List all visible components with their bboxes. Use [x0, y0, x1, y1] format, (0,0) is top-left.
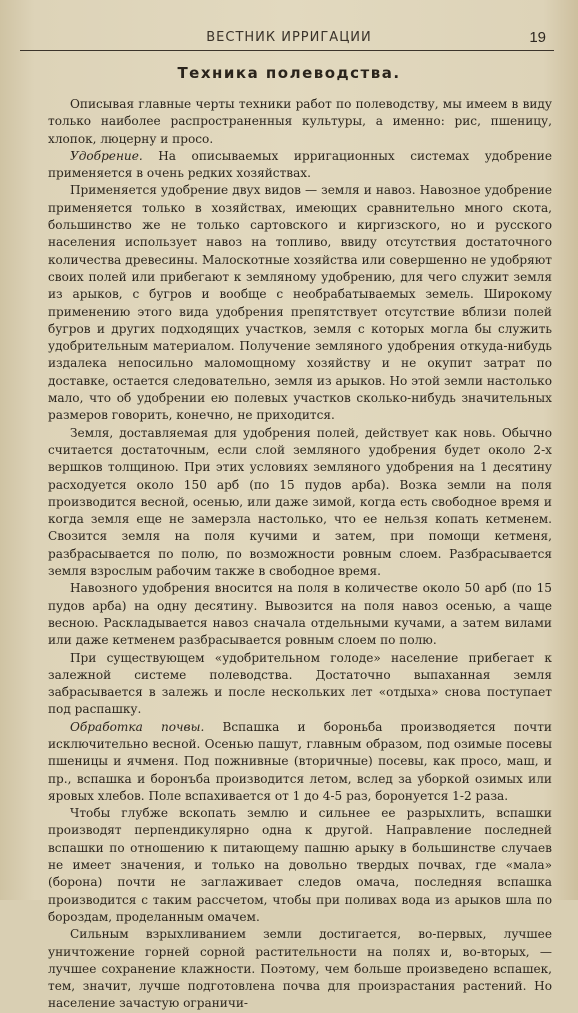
- header-rule: [20, 50, 554, 51]
- paragraph-1: Описывая главные черты техники работ по полеводству, мы имеем в виду только наиболее распространенныя культуры, а именно: рис, пшеницу, хлопок, люцерну и просо.: [48, 97, 552, 146]
- paragraph-9: Сильным взрыхливанием земли достигается, во-первых, лучшее уничтожение горней сорной растительности на полях и, во-вторых, — лучшее сохранение клажности. Поэтому, чем больше произведено вспашек, тем, значит, лучше подготовлена почва для произрастания растений. Но население зачастую ограничи-: [48, 927, 552, 1011]
- paragraph-7: Обработка почвы. Вспашка и бороньба производяется почти исключительно весной. Осенью пашут, главным образом, под озимые посевы пшеницы и ячменя. Под пожнивные (вторичные) посевы, как просо, маш, и пр., вспашка и боронъба производится летом, вслед за уборкой озимых или яровых хлебов. Поле вспахивается от 1 до 4-5 раз, боронуется 1-2 раза.: [48, 719, 552, 803]
- section-lead: Обработка почвы.: [70, 719, 205, 734]
- paragraph-4: Земля, доставляемая для удобрения полей, действует как новь. Обычно считается достаточным, если слой земляного удобрения будет около 2-х вершков толщиною. При этих условиях земляного удобрения на 1 десятину расходуется около 150 арб (по 15 пудов арба). Возка земли на поля производится весной, осенью, или даже зимой, когда есть свободное время и когда земля еще не замерзла настолько, что ее нельзя копать кетменем. Свозится земля на поля кучими и затем, при помощи кетменя, разбрасывается по полю, по возможности ровным слоем. Разбрасывается земля взрослым рабочим также в свободное время.: [48, 425, 552, 579]
- journal-title: ВЕСТНИК ИРРИГАЦИИ: [206, 30, 372, 45]
- paragraph-5: Навозного удобрения вносится на поля в количестве около 50 арб (по 15 пудов арба) на одну десятину. Вывозится на поля навоз осенью, а чаще весною. Раскладывается навоз сначала отдельными кучами, а затем вилами или даже кетменем разбрасывается ровным слоем по полю.: [48, 581, 552, 648]
- paragraph-3: Применяется удобрение двух видов — земля и навоз. Навозное удобрение применяется только в хозяйствах, имеющих сравнительно много скота, большинство же не только сартовского и киргизского, но и русского населения использует навоз на топливо, ввиду отсутствия достаточного количества древесины. Малоскотные хозяйства или совершенно не удобряют своих полей или прибегают к земляному удобрению, для чего служит земля из арыков, с бугров и вообще с необрабатываемых земель. Широкому применению этого вида удобрения препятствует отсутствие вблизи полей бугров и других подходящих участков, земля с которых могла бы служить удобрительным материалом. Получение земляного удобрения откуда-нибудь издалека непосильно маломощному хозяйству и не окупит затрат по доставке, остается следовательно, земля из арыков. Но этой земли настолько мало, что об удобрении ею полевых участков сколько-нибудь значительных размеров говорить, конечно, не приходится.: [48, 183, 552, 423]
- article-body: [48, 96, 552, 1013]
- paragraph-2: Удобрение. На описываемых ирригационных системах удобрение применяется в очень редких хозяйствах.: [48, 148, 552, 181]
- page-number: 19: [529, 29, 546, 46]
- section-lead: Удобрение.: [70, 148, 143, 163]
- running-header: [30, 26, 548, 50]
- paragraph-8: Чтобы глубже вскопать землю и сильнее ее разрыхлить, вспашки производят перпендикулярно одна к другой. Направление последней вспашки по отношению к питающему пашню арыку в большинстве случаев не имеет значения, и только на довольно твердых почвах, где «мала» (борона) почти не заглаживает следов омача, последняя вспашка производится с таким рассчетом, чтобы при поливах вода из арыков шла по бороздам, проделанным омачем.: [48, 806, 552, 924]
- article-title: Техника полеводства.: [177, 64, 401, 82]
- paragraph-6: При существующем «удобрительном голоде» население прибегает к залежной системе полеводства. Достаточно выпаханная земля забрасывается в залежь и после нескольких лет «отдыха» снова поступает под распашку.: [48, 650, 552, 717]
